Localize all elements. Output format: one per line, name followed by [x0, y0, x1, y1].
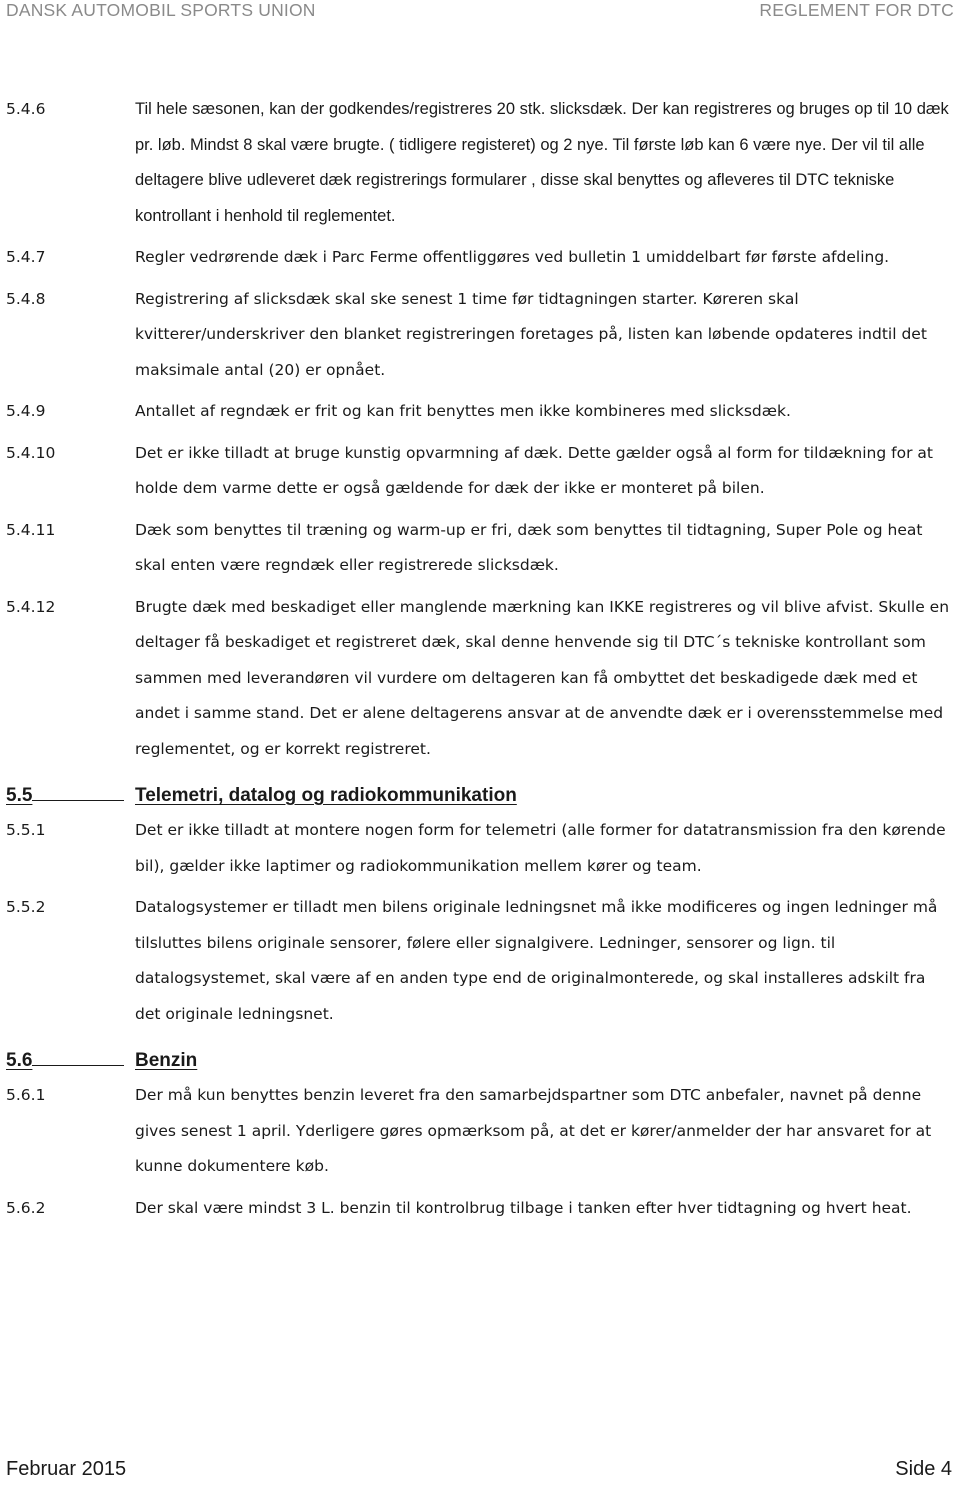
rule-number: 5.4.10: [6, 443, 56, 462]
header-organization: DANSK AUTOMOBIL SPORTS UNION: [6, 0, 316, 20]
rule-item: [0, 1078, 960, 1185]
footer-date: Februar 2015: [6, 1458, 127, 1480]
section-number: 5.5: [0, 785, 135, 807]
rule-item: [0, 282, 960, 389]
rule-number: 5.4.12: [6, 597, 56, 616]
rule-item: [0, 240, 960, 276]
section-heading-fuel: [0, 1038, 960, 1072]
document-body: [0, 92, 960, 1232]
rule-number: 5.6.1: [6, 1086, 46, 1104]
rule-item: [0, 436, 960, 507]
rule-number: 5.4.7: [6, 248, 46, 266]
rule-number: 5.5.1: [6, 821, 46, 839]
page-footer: [6, 1458, 952, 1481]
section-heading-telemetry: [0, 773, 960, 807]
rule-number: 5.4.9: [6, 402, 46, 420]
rule-item: [0, 92, 960, 234]
rule-number: 5.4.11: [6, 520, 56, 539]
rule-text: Dæk som benyttes til træning og warm-up er fri, dæk som benyttes til tidtagning, Super Pole og heat skal enten være regndæk eller registrerede slicksdæk.: [135, 520, 923, 574]
rule-number: 5.4.6: [6, 100, 46, 118]
rule-item: [0, 513, 960, 584]
rule-item: [0, 890, 960, 1032]
rule-text: Antallet af regndæk er frit og kan frit benyttes men ikke kombineres med slicksdæk.: [135, 402, 791, 420]
rule-text: Regler vedrørende dæk i Parc Ferme offentliggøres ved bulletin 1 umiddelbart før første afdeling.: [135, 248, 890, 266]
rule-number: 5.6.2: [6, 1198, 46, 1217]
rule-item: [0, 813, 960, 884]
rule-text: Datalogsystemer er tilladt men bilens originale ledningsnet må ikke modificeres og ingen ledninger må tilsluttes bilens originale sensorer, følere eller signalgivere. Ledninger, sensorer og lign. til datalogsystemet, skal være af en anden type end de originalmonterede, og skal installeres adskilt fra det originale ledningsnet.: [135, 898, 938, 1023]
footer-page-number: Side 4: [895, 1458, 952, 1480]
rule-text: Det er ikke tilladt at montere nogen form for telemetri (alle former for datatransmission fra den kørende bil), gælder ikke laptimer og radiokommunikation mellem kører og team.: [135, 821, 946, 875]
header-document-title: REGLEMENT FOR DTC: [759, 0, 954, 20]
section-number: 5.6: [0, 1050, 135, 1072]
section-title: Benzin: [135, 1050, 198, 1071]
section-title: Telemetri, datalog og radiokommunikation: [135, 785, 517, 806]
rule-text: Der må kun benyttes benzin leveret fra den samarbejdspartner som DTC anbefaler, navnet på denne gives senest 1 april. Yderligere gøres opmærksom på, at det er kører/anmelder der har ansvaret for at kunne dokumentere køb.: [135, 1086, 932, 1175]
rule-number: 5.4.8: [6, 289, 46, 308]
rule-item: [0, 590, 960, 768]
page-header: [6, 0, 954, 26]
rule-text: Det er ikke tilladt at bruge kunstig opvarmning af dæk. Dette gælder også al form for tildækning for at holde dem varme dette er også gældende for dæk der ikke er monteret på bilen.: [135, 443, 933, 497]
rule-item: [0, 394, 960, 430]
rule-text: Der skal være mindst 3 L. benzin til kontrolbrug tilbage i tanken efter hver tidtagning og hvert heat.: [135, 1198, 912, 1217]
rule-text: Til hele sæsonen, kan der godkendes/registreres 20 stk. slicksdæk. Der kan registreres og bruges op til 10 dæk pr. løb. Mindst 8 skal være brugte. ( tidligere registeret) og 2 nye. Til første løb kan 6 være nye. Der vil til alle deltagere blive udleveret dæk registrerings formularer , disse skal benyttes og afleveres til DTC tekniske kontrollant i henhold til reglementet.: [135, 100, 949, 225]
rule-item: [0, 1191, 960, 1227]
rule-text: Brugte dæk med beskadiget eller manglende mærkning kan IKKE registreres og vil blive afvist. Skulle en deltager få beskadiget et registreret dæk, skal denne henvende sig til DTC´s tekniske kontrollant som sammen med leverandøren vil vurdere om deltageren kan få ombyttet det beskadigede dæk med et andet i samme stand. Det er alene deltagerens ansvar at de anvendte dæk er i overensstemmelse med reglementet, og er korrekt registreret.: [135, 597, 950, 758]
rule-text: Registrering af slicksdæk skal ske senest 1 time før tidtagningen starter. Køreren skal kvitterer/underskriver den blanket registreringen foretages på, listen kan løbende opdateres indtil det maksimale antal (20) er opnået.: [135, 289, 927, 379]
rule-number: 5.5.2: [6, 898, 46, 916]
